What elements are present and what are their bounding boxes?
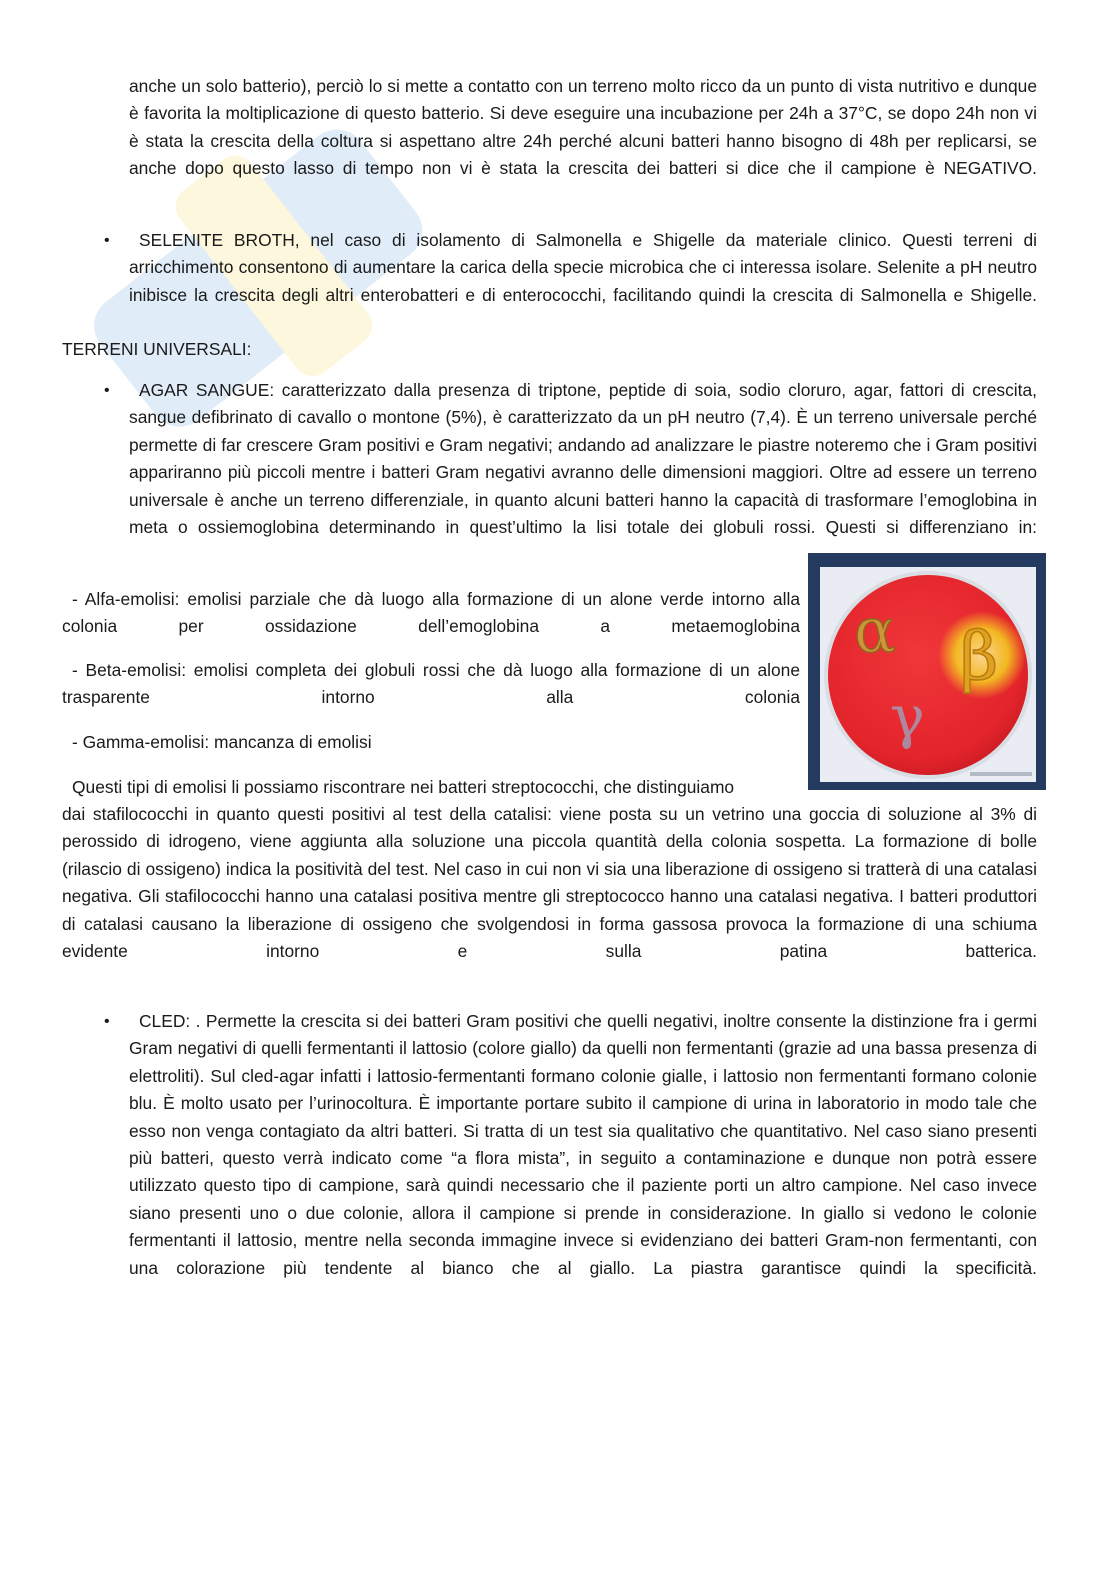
paragraph-agar-sangue <box>129 377 1037 569</box>
bullet-icon: • <box>104 1013 110 1030</box>
bullet-icon: • <box>104 232 110 249</box>
hemolysis-plate-image <box>820 567 1036 782</box>
plate-background <box>820 567 1036 782</box>
bullet-icon: • <box>104 382 110 399</box>
paragraph-cled <box>129 1008 1037 1309</box>
gamma-colony: γ <box>890 683 925 751</box>
paragraph-terreno-ricco: anche un solo batterio), perciò lo si mette a contatto con un terreno molto ricco da un punto di vista nutritivo e dunque è favorita la moltiplicazione di questo batterio. Si deve eseguire una incubazione per 24h a 37°C, se dopo 24h non vi è stata la crescita della coltura si aspettano altre 24h perché alcuni batteri hanno bisogno di 48h per replicarsi, se anche dopo questo lasso di tempo non vi è stata la crescita dei batteri si dice che il campione è NEGATIVO. <box>129 76 1037 179</box>
selenite-text: SELENITE BROTH, nel caso di isolamento di Salmonella e Shigelle da materiale clinico. Questi terreni di arricchimento consentono di aumentare la carica della specie microbica che ci interessa isolare. Selenite a pH neutro inibisce la crescita degli altri enterobatteri e di enterococchi, facilitando quindi la crescita di Salmonella e Shigelle. <box>129 230 1037 305</box>
paragraph-selenite-broth <box>129 227 1037 337</box>
beta-text: - Beta-emolisi: emolisi completa dei globuli rossi che dà luogo alla formazione di un alone trasparente intorno alla colonia <box>62 660 800 708</box>
alpha-colony: α <box>854 594 896 667</box>
cled-text: CLED: . Permette la crescita si dei batteri Gram positivi che quelli negativi, inoltre consente la distinzione fra i germi Gram negativi di quelli fermentanti il lattosio (colore giallo) da quelli non fermentanti (grazie ad una bassa presenza di elettroliti). Sul cled-agar infatti i lattosio-fermentanti formano colonie gialle, i lattosio non fermentanti formano colonie blu. È molto usato per l’urinocoltura. È importante portare subito il campione di urina in laboratorio in modo tale che esso non venga contagiato da altri batteri. Si tratta di un test sia qualitativo che quantitativo. Nel caso siano presenti più batteri, questo verrà indicato come “a flora mista”, in seguito a contaminazione e dunque non potrà essere utilizzato questo tipo di campione, sarà quindi necessario che il paziente porti un altro campione. Nel caso invece siano presenti uno o due colonie, allora il campione si prende in considerazione. In giallo si vedono le colonie fermentanti il lattosio, mentre nella seconda immagine invece si evidenziano dei batteri Gram-non fermentanti, con una colorazione più tendente al bianco che al giallo. La piastra garantisce quindi la specificità. <box>129 1011 1037 1278</box>
catalasi-first-text: Questi tipi di emolisi li possiamo riscontrare nei batteri streptococchi, che distinguiamo <box>72 777 735 797</box>
paragraph-alfa-emolisi <box>62 586 800 668</box>
paragraph-beta-emolisi <box>62 657 800 739</box>
alfa-text: - Alfa-emolisi: emolisi parziale che dà luogo alla formazione di un alone verde intorno alla colonia per ossidazione dell’emoglobina a metaemoglobina <box>62 589 800 637</box>
gamma-text: - Gamma-emolisi: mancanza di emolisi <box>72 732 372 752</box>
paragraph-catalasi: dai stafilococchi in quanto questi positivi al test della catalisi: viene posta su un vetrino una goccia di soluzione al 3% di perossido di idrogeno, viene aggiunta alla soluzione una piccola quantità della colonia sospetta. La formazione di bolle (rilascio di ossigeno) indica la positività del test. Nel caso in cui non vi sia una liberazione di ossigeno si tratterà di una catalasi negativa. Gli stafilococchi hanno una catalasi positiva mentre gli streptococco hanno una catalasi negativa. I batteri produttori di catalasi causano la liberazione di ossigeno che svolgendosi in forma gassosa provoca la formazione di una schiuma evidente intorno e sulla patina batterica. <box>62 804 1037 962</box>
blood-agar-plate-figure <box>808 553 1046 790</box>
agar-sangue-text: AGAR SANGUE: caratterizzato dalla presenza di triptone, peptide di soia, sodio cloruro, agar, fattori di crescita, sangue defibrinato di cavallo o montone (5%), è caratterizzato da un pH neutro (7,4). È un terreno universale perché permette di far crescere Gram positivi e Gram negativi; andando ad analizzare le piastre noteremo che i Gram positivi appariranno più piccoli mentre i batteri Gram negativi avranno delle dimensioni maggiori. Oltre ad essere un terreno universale è anche un terreno differenziale, in quanto alcuni batteri hanno la capacità di trasformare l’emoglobina in meta o ossiemoglobina determinando in quest’ultimo la lisi totale dei globuli rossi. Questi si differenziano in: <box>129 380 1037 538</box>
beta-colony: β <box>960 618 999 695</box>
heading-terreni-universali: TERRENI UNIVERSALI: <box>62 339 252 359</box>
